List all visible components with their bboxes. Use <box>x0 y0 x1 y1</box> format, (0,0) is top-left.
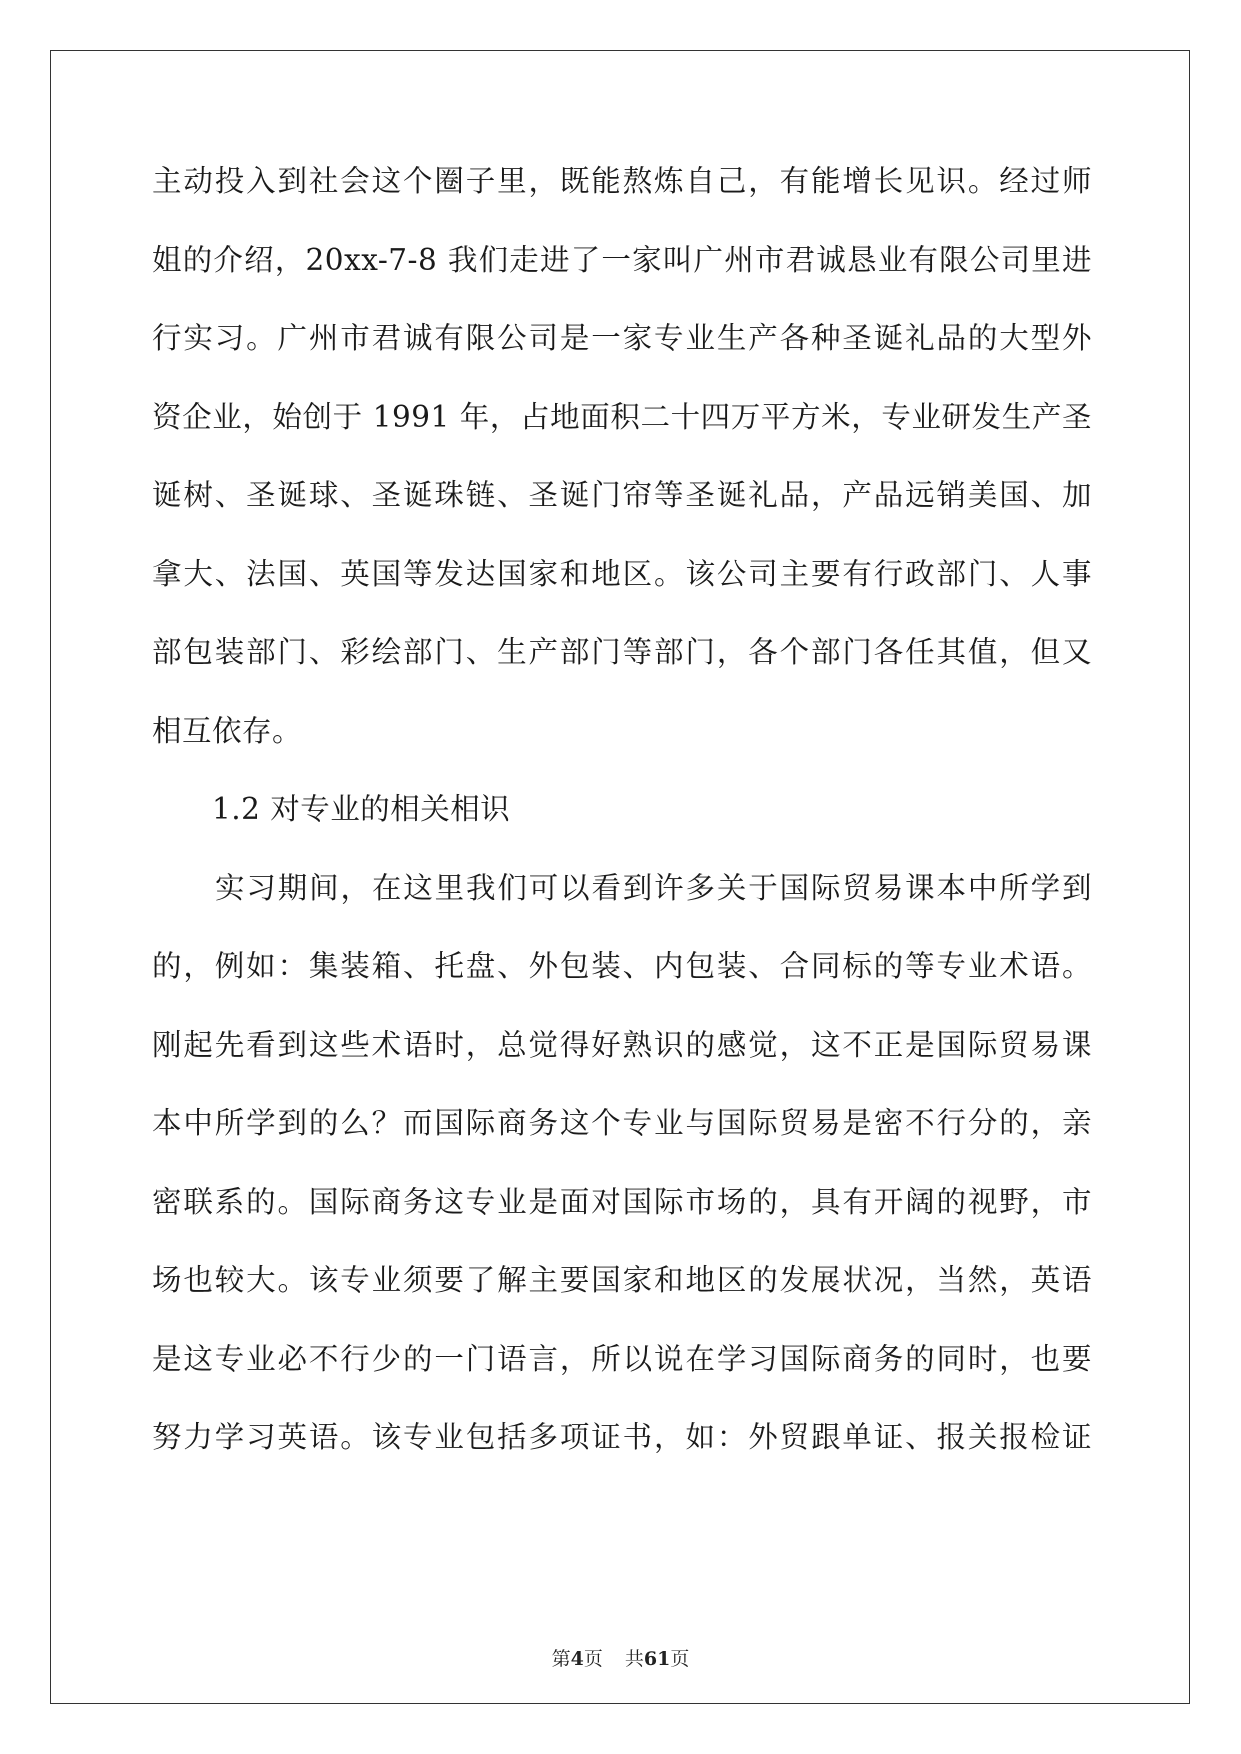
paragraph-line: 行实习。广州市君诚有限公司是一家专业生产各种圣诞礼品的大型外 <box>152 321 1092 355</box>
paragraph-line: 实习期间，在这里我们可以看到许多关于国际贸易课本中所学到 <box>215 870 1092 905</box>
paragraph-line: 刚起先看到这些术语时，总觉得好熟识的感觉，这不正是国际贸易课 <box>152 1027 1092 1062</box>
paragraph-line: 是这专业必不行少的一门语言，所以说在学习国际商务的同时，也要 <box>152 1341 1092 1376</box>
current-page-number: 4 <box>570 1648 584 1670</box>
paragraph-line: 努力学习英语。该专业包括多项证书，如：外贸跟单证、报关报检证 <box>152 1420 1092 1454</box>
paragraph-line: 主动投入到社会这个圈子里，既能熬炼自己，有能增长见识。经过师 <box>152 164 1092 198</box>
page-footer <box>0 1644 1241 1671</box>
paragraph-line: 部包装部门、彩绘部门、生产部门等部门，各个部门各任其值，但又 <box>152 635 1092 669</box>
paragraph-line: 姐的介绍，20xx-7-8 我们走进了一家叫广州市君诚恳业有限公司里进 <box>152 242 1092 277</box>
paragraph-line: 本中所学到的么？而国际商务这个专业与国际贸易是密不行分的，亲 <box>152 1106 1092 1140</box>
footer-page-suffix: 页 <box>583 1648 603 1670</box>
total-page-count: 61 <box>643 1648 671 1670</box>
section-heading: 1.2 对专业的相关相识 <box>212 792 511 826</box>
footer-total-suffix: 页 <box>670 1648 690 1670</box>
paragraph-line: 资企业，始创于 1991 年，占地面积二十四万平方米，专业研发生产圣 <box>152 399 1092 434</box>
paragraph-line: 的，例如：集装箱、托盘、外包装、内包装、合同标的等专业术语。 <box>152 949 1092 983</box>
paragraph-line: 诞树、圣诞球、圣诞珠链、圣诞门帘等圣诞礼品，产品远销美国、加 <box>152 478 1092 512</box>
body-text <box>152 161 1092 1496</box>
paragraph-line: 场也较大。该专业须要了解主要国家和地区的发展状况，当然，英语 <box>152 1263 1092 1297</box>
paragraph-line: 相互依存。 <box>152 713 303 748</box>
paragraph-line: 密联系的。国际商务这专业是面对国际市场的，具有开阔的视野，市 <box>152 1184 1092 1219</box>
footer-prefix: 第 <box>551 1648 571 1670</box>
footer-total-prefix: 共 <box>624 1648 644 1670</box>
paragraph-line: 拿大、法国、英国等发达国家和地区。该公司主要有行政部门、人事 <box>152 556 1092 591</box>
